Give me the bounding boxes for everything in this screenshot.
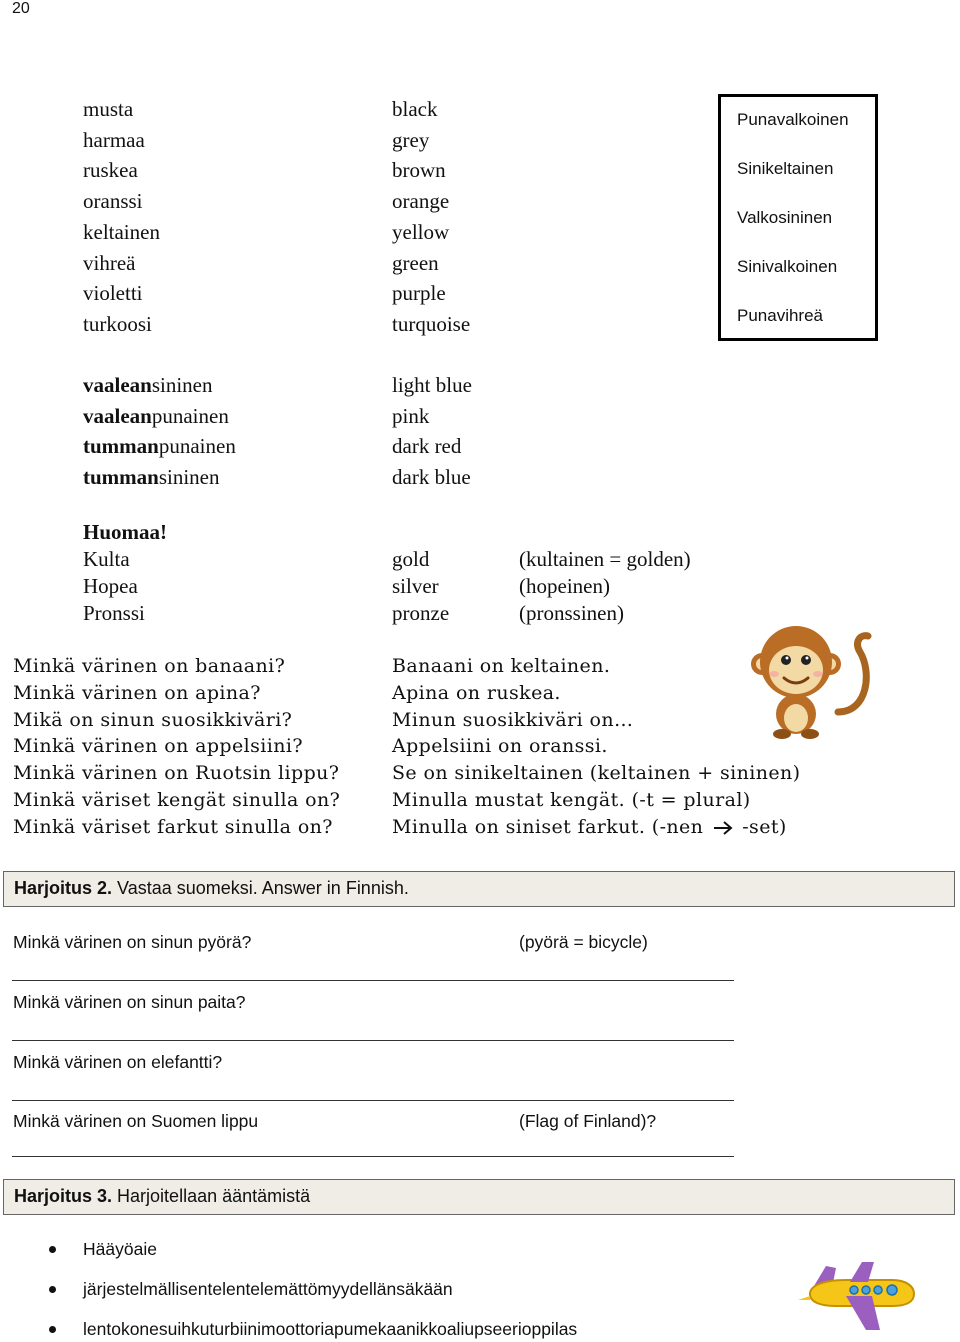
metal-fi: Hopea	[83, 574, 138, 598]
shade-fi: vaaleanpunainen	[83, 403, 229, 428]
shade-en: dark red	[392, 434, 462, 459]
color-en: brown	[392, 158, 446, 183]
dialogue-answer: Minulla on siniset farkut. (-nen -set)	[392, 815, 787, 838]
dialogue-question: Minkä värinen on appelsiini?	[13, 735, 303, 758]
color-en: purple	[392, 281, 446, 306]
dialogue-question: Minkä värinen on apina?	[13, 681, 261, 704]
metals-adjectives	[519, 546, 691, 627]
shade-en: light blue	[392, 373, 472, 397]
arrow-right-icon	[712, 821, 734, 835]
color-fi: oranssi	[83, 189, 143, 214]
metal-adj: (hopeinen)	[519, 574, 610, 598]
exercise-2-hint: (Flag of Finland)?	[519, 1111, 657, 1131]
exercise-3-label: Harjoitus 3.	[14, 1186, 113, 1206]
shade-fi: tummansininen	[83, 465, 220, 490]
dialogue-answer: Minulla mustat kengät. (-t = plural)	[392, 788, 751, 811]
color-fi: ruskea	[83, 158, 138, 183]
metal-en: gold	[392, 547, 430, 571]
color-fi: violetti	[83, 281, 143, 306]
metal-fi: Kulta	[83, 547, 130, 571]
exercise-2-hint: (pyörä = bicycle)	[519, 932, 648, 952]
exercise-2-label: Harjoitus 2.	[14, 878, 113, 898]
color-en: orange	[392, 189, 450, 214]
dialogue-questions	[13, 653, 340, 841]
flag-word: Valkosininen	[737, 208, 833, 227]
page-number: 20	[12, 0, 30, 17]
flag-word: Sinivalkoinen	[737, 257, 838, 276]
bullet-icon	[49, 1246, 56, 1253]
dialogue-answers	[392, 653, 800, 841]
monkey-illustration	[748, 622, 878, 740]
exercise-2-question: Minkä värinen on sinun paita?	[13, 992, 246, 1012]
exercise-2-question: Minkä värinen on Suomen lippu	[13, 1111, 259, 1131]
answer-line[interactable]	[12, 1156, 734, 1157]
color-en: green	[392, 250, 439, 275]
airplane-illustration	[796, 1256, 916, 1340]
exercise-3-instruction: Harjoitellaan ääntämistä	[117, 1186, 311, 1206]
bullet-icon	[49, 1326, 56, 1333]
dialogue-question: Mikä on sinun suosikkiväri?	[13, 708, 293, 731]
color-fi: harmaa	[83, 127, 145, 152]
dialogue-answer: Se on sinikeltainen (keltainen + sininen)	[392, 762, 801, 785]
shade-fi: tummanpunainen	[83, 434, 236, 459]
note-title: Huomaa!	[83, 520, 167, 544]
answer-line[interactable]	[12, 980, 734, 981]
exercise-2-question: Minkä värinen on sinun pyörä?	[13, 932, 252, 952]
metal-en: silver	[392, 574, 439, 598]
color-en: yellow	[392, 219, 450, 244]
dialogue-answer: Minun suosikkiväri on…	[392, 708, 634, 731]
exercise-3-header	[3, 1179, 955, 1215]
flag-word: Punavalkoinen	[737, 110, 849, 129]
metals-en	[392, 546, 449, 627]
pronunciation-item: lentokonesuihkuturbiinimoottoriapumekaanikkoaliupseerioppilas	[83, 1319, 578, 1339]
color-en: turquoise	[392, 311, 471, 336]
exercise-2-question: Minkä värinen on elefantti?	[13, 1052, 223, 1072]
shade-en: pink	[392, 403, 430, 428]
answer-line[interactable]	[12, 1040, 734, 1041]
flag-word: Sinikeltainen	[737, 159, 834, 178]
color-fi: musta	[83, 97, 134, 121]
flag-word: Punavihreä	[737, 306, 824, 325]
dialogue-question: Minkä väriset kengät sinulla on?	[13, 788, 341, 811]
shade-fi: vaaleansininen	[83, 373, 213, 397]
shades-fi-list	[83, 370, 236, 493]
dialogue-question: Minkä väriset farkut sinulla on?	[13, 815, 333, 838]
metal-en: pronze	[392, 601, 450, 625]
color-fi: vihreä	[83, 250, 136, 275]
answer-line[interactable]	[12, 1100, 734, 1101]
dialogue-question: Minkä värinen on banaani?	[13, 655, 286, 677]
metal-fi: Pronssi	[83, 601, 145, 625]
english-colors-list	[392, 94, 470, 340]
color-en: black	[392, 97, 438, 121]
metals-fi	[83, 546, 145, 627]
exercise-2-header	[3, 871, 955, 907]
metal-adj: (kultainen = golden)	[519, 547, 691, 571]
color-fi: turkoosi	[83, 311, 152, 336]
metal-adj: (pronssinen)	[519, 601, 624, 625]
color-fi: keltainen	[83, 219, 160, 244]
dialogue-answer: Apina on ruskea.	[392, 681, 561, 704]
color-en: grey	[392, 127, 430, 152]
finnish-colors-list	[83, 94, 160, 340]
dialogue-answer: Banaani on keltainen.	[392, 655, 611, 677]
flag-color-words-box	[718, 94, 878, 341]
dialogue-question: Minkä värinen on Ruotsin lippu?	[13, 762, 340, 785]
shades-en-list	[392, 370, 472, 493]
shade-en: dark blue	[392, 465, 471, 490]
pronunciation-item: järjestelmällisentelentelemättömyydellänsäkään	[83, 1279, 453, 1299]
pronunciation-item: Hääyöaie	[83, 1239, 157, 1259]
bullet-icon	[49, 1286, 56, 1293]
dialogue-answer: Appelsiini on oranssi.	[392, 735, 608, 758]
exercise-2-instruction: Vastaa suomeksi. Answer in Finnish.	[117, 878, 409, 898]
